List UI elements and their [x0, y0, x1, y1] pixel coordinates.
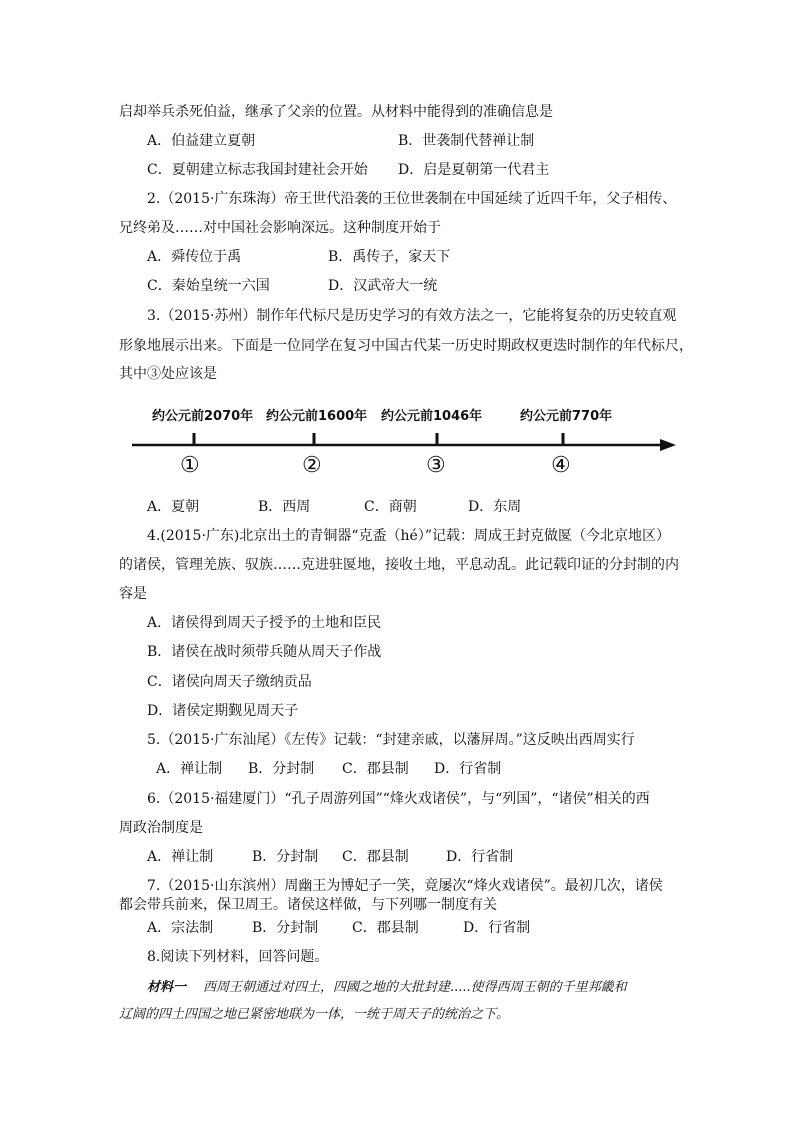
option-c: C．郡县制 — [352, 920, 419, 936]
option-c: C．夏朝建立标志我国封建社会开始 — [147, 162, 368, 178]
timeline-label: 约公元前1046年 — [381, 409, 483, 424]
option-c: C．秦始皇统一六国 — [147, 278, 270, 294]
question-3-text: 其中③处应该是 — [119, 366, 217, 382]
option-c: C．郡县制 — [342, 849, 409, 865]
timeline-label: 约公元前770年 — [520, 409, 613, 424]
question-2-text: 2.（2015·广东珠海）帝王世代沿袭的王位世袭制在中国延续了近四千年，父子相传、 — [147, 191, 677, 207]
question-4-text: 的诸侯，管理羌族、驭族……克进驻匽地，接收土地，平息动乱。此记载印证的分封制的内 — [119, 557, 679, 573]
timeline-marker: ① — [180, 453, 200, 478]
option-b: B．西周 — [258, 499, 311, 515]
option-b: B．分封制 — [248, 761, 315, 777]
timeline-marker: ③ — [426, 453, 446, 478]
option-b: B．世袭制代替禅让制 — [398, 133, 535, 149]
option-a: A．禅让制 — [156, 761, 223, 777]
question-4-text: 容是 — [119, 586, 147, 602]
option-d: D．东周 — [468, 499, 522, 515]
option-b: B．分封制 — [252, 849, 319, 865]
option-c: C．诸侯向周天子缴纳贡品 — [147, 674, 312, 690]
question-7-text: 都会带兵前来，保卫周王。诸侯这样做，与下列哪一制度有关 — [119, 897, 497, 913]
question-2-text: 兄终弟及……对中国社会影响深远。这种制度开始于 — [119, 220, 441, 236]
material-text: 西周王朝通过对四土，四國之地的大批封建.....使得西周王朝的千里邦畿和 — [203, 980, 627, 995]
option-c: C．商朝 — [364, 499, 417, 515]
option-a: A．禅让制 — [147, 849, 214, 865]
question-6-text: 周政治制度是 — [119, 820, 203, 836]
timeline-label: 约公元前2070年 — [152, 409, 254, 424]
option-a: A．伯益建立夏朝 — [147, 133, 256, 149]
option-d: D．汉武帝大一统 — [328, 278, 438, 294]
option-b: B．诸侯在战时须带兵随从周天子作战 — [147, 644, 382, 660]
question-7-text: 7.（2015·山东滨州）周幽王为博妃子一笑，竟屡次“烽火戏诸侯”。最初几次，诸侯 — [147, 878, 663, 894]
material-label: 材料一 — [147, 980, 187, 995]
option-d: D．诸侯定期觐见周天子 — [147, 703, 299, 719]
question-8-text: 8.阅读下列材料，回答问题。 — [147, 949, 329, 965]
timeline-axis — [130, 430, 680, 454]
option-a: A．宗法制 — [147, 920, 214, 936]
option-d: D．行省制 — [446, 849, 514, 865]
question-3-text: 3.（2015·苏州）制作年代标尺是历史学习的有效方法之一，它能将复杂的历史较直观 — [147, 308, 677, 324]
option-b: B．分封制 — [252, 920, 319, 936]
option-c: C．郡县制 — [342, 761, 409, 777]
option-a: A．诸侯得到周天子授予的土地和臣民 — [147, 615, 382, 631]
option-a: A．夏朝 — [147, 499, 200, 515]
timeline-marker: ② — [302, 453, 322, 478]
option-d: D．行省制 — [463, 920, 531, 936]
question-4-text: 4.(2015·广东)北京出土的青铜器“克盉（hé）”记载：周成王封克做匽（今北京地区） — [147, 528, 670, 544]
timeline-marker: ④ — [551, 453, 571, 478]
question-text: 启却举兵杀死伯益，继承了父亲的位置。从材料中能得到的准确信息是 — [119, 104, 553, 120]
option-a: A．舜传位于禹 — [147, 249, 242, 265]
option-d: D．行省制 — [434, 761, 502, 777]
option-d: D．启是夏朝第一代君主 — [398, 162, 550, 178]
material-text: 辽阔的四土四国之地已紧密地联为一体，一统于周天子的统治之下。 — [119, 1007, 510, 1022]
timeline-label: 约公元前1600年 — [266, 409, 368, 424]
option-b: B．禹传子，家天下 — [328, 249, 451, 265]
question-3-text: 形象地展示出来。下面是一位同学在复习中国古代某一历史时期政权更迭时制作的年代标尺， — [119, 338, 693, 354]
question-5-text: 5.（2015·广东汕尾）《左传》记载：“封建亲戚，以藩屏周。”这反映出西周实行 — [147, 732, 635, 748]
question-6-text: 6.（2015·福建厦门）“孔子周游列国”“烽火戏诸侯”，与“列国”，“诸侯”相关的西 — [147, 791, 650, 807]
